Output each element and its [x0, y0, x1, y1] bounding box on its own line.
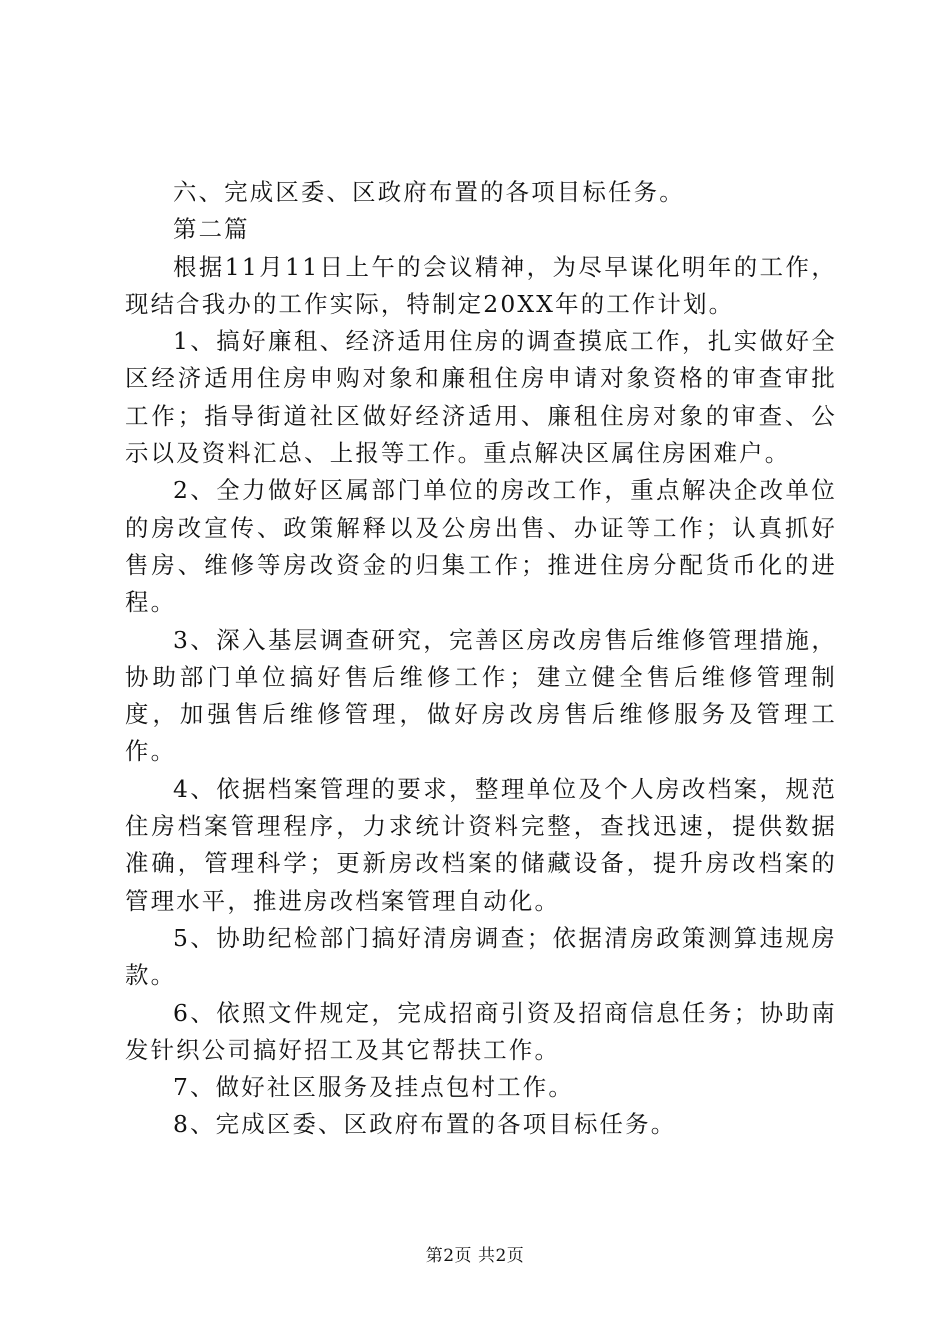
plan-item-8: 8、完成区委、区政府布置的各项目标任务。: [173, 1110, 677, 1139]
paragraph-item-6: 六、完成区委、区政府布置的各项目标任务。: [173, 178, 685, 206]
plan-item-3: 3、深入基层调查研究，完善区房改房售后维修管理措施，协助部门单位搞好售后维修工作；建立健全售后维修管理制度，加强售后维修管理，做好房改房售后维修服务及管理工作。: [125, 625, 837, 766]
page-number-footer: 第2页 共2页: [425, 1246, 525, 1266]
plan-item-1: 1、搞好廉租、经济适用住房的调查摸底工作，扎实做好全区经济适用住房申购对象和廉租住房申请对象资格的审查审批工作；指导街道社区做好经济适用、廉租住房对象的审查、公示以及资料汇总、上报等工作。重点解决区属住房困难户。: [125, 327, 837, 468]
section-heading: 第二篇: [173, 215, 250, 244]
plan-item-5: 5、协助纪检部门搞好清房调查；依据清房政策测算违规房款。: [125, 923, 837, 990]
intro-paragraph: 根据11月11日上午的会议精神，为尽早谋化明年的工作，现结合我办的工作实际，特制定20XX年的工作计划。: [125, 252, 837, 318]
plan-item-4: 4、依据档案管理的要求，整理单位及个人房改档案，规范住房档案管理程序，力求统计资料完整，查找迅速，提供数据准确，管理科学；更新房改档案的储藏设备，提升房改档案的管理水平，推进房改档案管理自动化。: [125, 774, 837, 915]
plan-item-7: 7、做好社区服务及挂点包村工作。: [173, 1073, 574, 1102]
plan-item-6: 6、依照文件规定，完成招商引资及招商信息任务；协助南发针织公司搞好招工及其它帮扶工作。: [125, 998, 837, 1064]
plan-item-2: 2、全力做好区属部门单位的房改工作，重点解决企改单位的房改宣传、政策解释以及公房出售、办证等工作；认真抓好售房、维修等房改资金的归集工作；推进住房分配货币化的进程。: [125, 476, 837, 617]
document-body: [125, 174, 837, 1144]
